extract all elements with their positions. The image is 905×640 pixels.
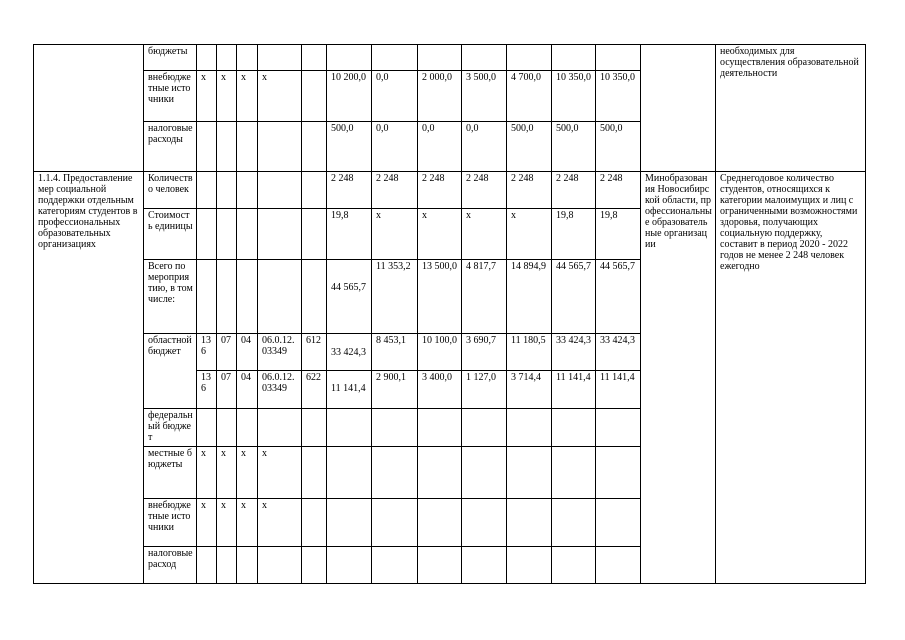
value-year xyxy=(418,547,462,584)
result-text: Среднегодовое количество студентов, относящихся к категории малоимущих и лиц с ограниченными возможностями здоровья, получающих социальную поддержку, составит в период 2020 - 2022 годов не менее 2 248 человек ежегодно xyxy=(716,172,866,584)
value-year: 3 690,7 xyxy=(462,334,507,371)
value-sum: 10 350,0 xyxy=(596,71,641,122)
code-type: 622 xyxy=(302,371,327,409)
code-type xyxy=(302,499,327,547)
value-year: 2 248 xyxy=(372,172,418,209)
code-target xyxy=(258,172,302,209)
value-year: 2 248 xyxy=(418,172,462,209)
code-section xyxy=(217,547,237,584)
code-type xyxy=(302,45,327,71)
value-sum xyxy=(552,547,596,584)
code-target: x xyxy=(258,71,302,122)
value-sum: 44 565,7 xyxy=(596,260,641,334)
source-label: местные бюджеты xyxy=(144,447,197,499)
value-year: 2 000,0 xyxy=(418,71,462,122)
value-sum xyxy=(596,547,641,584)
source-label: налоговые расходы xyxy=(144,122,197,172)
code-grbs: 136 xyxy=(197,334,217,371)
code-subsection: 04 xyxy=(237,334,258,371)
code-section: 07 xyxy=(217,371,237,409)
code-section: 07 xyxy=(217,334,237,371)
value-sum xyxy=(552,409,596,447)
value-sum: 19,8 xyxy=(596,209,641,260)
code-type xyxy=(302,209,327,260)
source-label: Всего по мероприятию, в том числе: xyxy=(144,260,197,334)
value-year xyxy=(372,447,418,499)
value-year xyxy=(418,45,462,71)
code-type xyxy=(302,409,327,447)
code-subsection xyxy=(237,209,258,260)
code-section: x xyxy=(217,447,237,499)
value-sum: 33 424,3 xyxy=(596,334,641,371)
value-year xyxy=(418,499,462,547)
value-sum xyxy=(596,447,641,499)
value-year xyxy=(372,499,418,547)
code-section: x xyxy=(217,499,237,547)
value-year xyxy=(462,45,507,71)
value-year: 0,0 xyxy=(372,71,418,122)
value-year: 3 500,0 xyxy=(462,71,507,122)
table-row xyxy=(34,172,866,209)
code-subsection xyxy=(237,547,258,584)
source-label: внебюджетные источники xyxy=(144,71,197,122)
value-sum xyxy=(596,409,641,447)
value-year: 13 500,0 xyxy=(418,260,462,334)
value-sum: 500,0 xyxy=(552,122,596,172)
value-total xyxy=(327,409,372,447)
value-sum: 33 424,3 xyxy=(552,334,596,371)
code-subsection xyxy=(237,45,258,71)
value-total: 500,0 xyxy=(327,122,372,172)
code-grbs xyxy=(197,172,217,209)
code-section xyxy=(217,209,237,260)
code-subsection: x xyxy=(237,71,258,122)
code-type xyxy=(302,547,327,584)
value-year: 2 900,1 xyxy=(372,371,418,409)
table-row xyxy=(34,45,866,71)
source-label: Количество человек xyxy=(144,172,197,209)
value-year: x xyxy=(507,209,552,260)
value-year: 0,0 xyxy=(462,122,507,172)
value-sum: 19,8 xyxy=(552,209,596,260)
code-subsection: x xyxy=(237,499,258,547)
code-target xyxy=(258,209,302,260)
code-target xyxy=(258,122,302,172)
code-subsection: 04 xyxy=(237,371,258,409)
code-subsection xyxy=(237,172,258,209)
value-sum: 2 248 xyxy=(596,172,641,209)
value-year: 0,0 xyxy=(372,122,418,172)
code-grbs xyxy=(197,409,217,447)
value-year xyxy=(462,409,507,447)
code-grbs xyxy=(197,260,217,334)
value-year: 8 453,1 xyxy=(372,334,418,371)
executor-text: Минобразования Новосибирской области, профессиональные образовательные организации xyxy=(641,172,716,584)
code-grbs: x xyxy=(197,447,217,499)
value-sum xyxy=(596,499,641,547)
code-subsection xyxy=(237,122,258,172)
code-subsection xyxy=(237,260,258,334)
value-sum: 44 565,7 xyxy=(552,260,596,334)
value-year: x xyxy=(462,209,507,260)
code-target xyxy=(258,409,302,447)
source-label: областной бюджет xyxy=(144,334,197,409)
code-target: x xyxy=(258,447,302,499)
value-year: 11 180,5 xyxy=(507,334,552,371)
value-total: 11 141,4 xyxy=(327,371,372,409)
value-sum xyxy=(552,499,596,547)
value-year xyxy=(372,45,418,71)
value-total: 2 248 xyxy=(327,172,372,209)
code-grbs: 136 xyxy=(197,371,217,409)
value-year: 11 353,2 xyxy=(372,260,418,334)
value-sum: 500,0 xyxy=(596,122,641,172)
code-section xyxy=(217,409,237,447)
value-total: 33 424,3 xyxy=(327,334,372,371)
code-target: x xyxy=(258,499,302,547)
value-year xyxy=(462,499,507,547)
source-label: внебюджетные источники xyxy=(144,499,197,547)
value-sum: 11 141,4 xyxy=(552,371,596,409)
source-label: федеральный бюджет xyxy=(144,409,197,447)
code-grbs xyxy=(197,45,217,71)
code-grbs: x xyxy=(197,71,217,122)
value-sum xyxy=(596,45,641,71)
code-target: 06.0.12.03349 xyxy=(258,371,302,409)
value-year: 4 700,0 xyxy=(507,71,552,122)
code-section xyxy=(217,172,237,209)
value-year: 0,0 xyxy=(418,122,462,172)
executor-cell-empty xyxy=(641,45,716,172)
code-type: 612 xyxy=(302,334,327,371)
budget-table xyxy=(33,44,866,584)
value-total xyxy=(327,447,372,499)
item-name: 1.1.4. Предоставление мер социальной поддержки отдельным категориям студентов в профессиональных образовательных организациях xyxy=(34,172,144,584)
code-type xyxy=(302,172,327,209)
value-year: 14 894,9 xyxy=(507,260,552,334)
value-year: 3 714,4 xyxy=(507,371,552,409)
value-sum: 10 350,0 xyxy=(552,71,596,122)
code-type xyxy=(302,260,327,334)
code-section xyxy=(217,260,237,334)
code-target xyxy=(258,45,302,71)
value-total: 44 565,7 xyxy=(327,260,372,334)
code-type xyxy=(302,71,327,122)
code-subsection xyxy=(237,409,258,447)
code-grbs: x xyxy=(197,499,217,547)
value-total xyxy=(327,547,372,584)
code-grbs xyxy=(197,209,217,260)
source-label: Стоимость единицы xyxy=(144,209,197,260)
value-year: 4 817,7 xyxy=(462,260,507,334)
value-year xyxy=(507,45,552,71)
value-year: x xyxy=(372,209,418,260)
value-year xyxy=(372,409,418,447)
value-year: 2 248 xyxy=(507,172,552,209)
value-year xyxy=(462,447,507,499)
value-total: 10 200,0 xyxy=(327,71,372,122)
value-year xyxy=(507,409,552,447)
value-year: 500,0 xyxy=(507,122,552,172)
value-sum: 2 248 xyxy=(552,172,596,209)
value-year xyxy=(507,447,552,499)
value-year: 10 100,0 xyxy=(418,334,462,371)
code-grbs xyxy=(197,547,217,584)
code-target: 06.0.12.03349 xyxy=(258,334,302,371)
value-year xyxy=(507,547,552,584)
value-total xyxy=(327,45,372,71)
value-sum xyxy=(552,45,596,71)
value-total xyxy=(327,499,372,547)
value-year xyxy=(462,547,507,584)
source-label: налоговые расход xyxy=(144,547,197,584)
value-year: 2 248 xyxy=(462,172,507,209)
item-cell-empty xyxy=(34,45,144,172)
value-year xyxy=(507,499,552,547)
code-target xyxy=(258,547,302,584)
code-section: x xyxy=(217,71,237,122)
result-text: необходимых для осуществления образовательной деятельности xyxy=(716,45,866,172)
value-year xyxy=(418,409,462,447)
code-subsection: x xyxy=(237,447,258,499)
code-section xyxy=(217,45,237,71)
code-grbs xyxy=(197,122,217,172)
value-year: 1 127,0 xyxy=(462,371,507,409)
value-year: 3 400,0 xyxy=(418,371,462,409)
value-sum: 11 141,4 xyxy=(596,371,641,409)
code-type xyxy=(302,447,327,499)
value-year xyxy=(418,447,462,499)
code-target xyxy=(258,260,302,334)
code-type xyxy=(302,122,327,172)
value-total: 19,8 xyxy=(327,209,372,260)
value-year: x xyxy=(418,209,462,260)
value-sum xyxy=(552,447,596,499)
source-label: бюджеты xyxy=(144,45,197,71)
code-section xyxy=(217,122,237,172)
value-year xyxy=(372,547,418,584)
